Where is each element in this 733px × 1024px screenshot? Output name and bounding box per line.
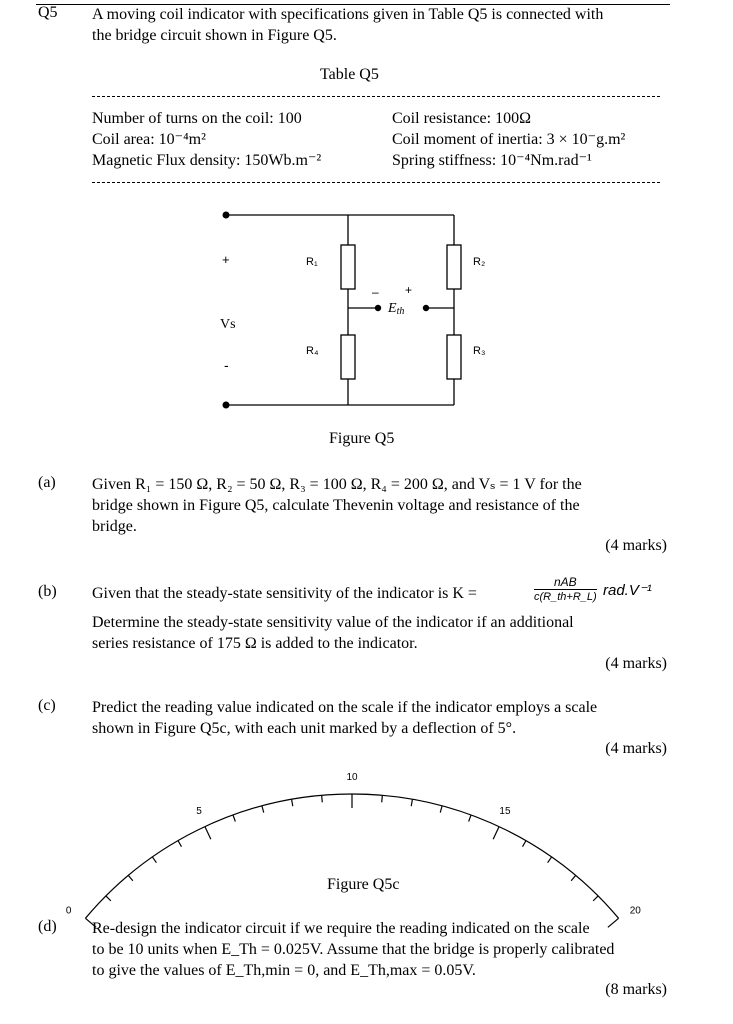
part-d-marks: (8 marks) xyxy=(605,981,667,998)
table-top-rule xyxy=(92,96,660,97)
scale-minor-tick xyxy=(262,806,264,813)
part-d-line-1: Re-design the indicator circuit if we require the reading indicated on the scale xyxy=(92,920,590,937)
scale-minor-tick xyxy=(152,857,156,863)
part-a-line-2: bridge shown in Figure Q5, calculate Thevenin voltage and resistance of the xyxy=(92,497,580,514)
r4-label: R₄ xyxy=(306,345,319,357)
vs-plus-sign: + xyxy=(222,252,230,267)
scale-minor-tick xyxy=(571,875,575,880)
r1-label: R₁ xyxy=(306,256,318,268)
scale-label-0: 0 xyxy=(65,905,72,917)
table-bottom-rule xyxy=(92,182,660,183)
scale-minor-tick xyxy=(469,815,471,822)
r2-label: R₂ xyxy=(473,256,486,268)
top-terminal xyxy=(223,212,230,219)
sensitivity-formula xyxy=(534,575,597,604)
intro-line-1: A moving coil indicator with specifications given in Table Q5 is connected with xyxy=(92,6,604,23)
part-a-line-3: bridge. xyxy=(92,518,137,535)
table-left-column xyxy=(92,108,321,171)
part-d-line-3: to give the values of E_Th,min = 0, and E_Th,max = 0.05V. xyxy=(92,962,476,979)
part-b-text xyxy=(92,612,668,654)
resistor-r3 xyxy=(447,335,461,379)
part-a-label: (a) xyxy=(38,474,56,491)
spec-area: Coil area: 10⁻⁴m² xyxy=(92,131,206,148)
scale-minor-tick xyxy=(548,857,552,863)
part-b-line-1: Given that the steady-state sensitivity of the indicator is K = xyxy=(92,585,477,602)
bridge-circuit-diagram xyxy=(200,200,500,420)
part-b-label: (b) xyxy=(38,583,57,600)
part-c-text xyxy=(92,697,668,739)
figure-q5-caption: Figure Q5 xyxy=(329,430,395,447)
r3-label: R₃ xyxy=(473,345,486,357)
scale-minor-tick xyxy=(106,896,111,901)
eth-plus-terminal xyxy=(423,305,429,311)
part-b-line-3: series resistance of 175 Ω is added to the indicator. xyxy=(92,635,418,652)
scale-minor-tick xyxy=(382,795,383,802)
scale-minor-tick xyxy=(523,841,527,847)
scale-label-20: 20 xyxy=(629,905,641,917)
part-b-line-2: Determine the steady-state sensitivity value of the indicator if an additional xyxy=(92,614,574,631)
scale-minor-tick xyxy=(292,799,293,806)
bottom-terminal xyxy=(223,402,230,409)
part-a-text xyxy=(92,474,668,537)
eth-label: Eth xyxy=(388,301,405,317)
part-d-line-2: to be 10 units when E_Th = 0.025V. Assume that the bridge is properly calibrated xyxy=(92,941,615,958)
scale-major-tick xyxy=(493,827,499,840)
scale-minor-tick xyxy=(593,896,598,901)
table-right-column xyxy=(392,108,625,171)
part-c-line-2: shown in Figure Q5c, with each unit marked by a deflection of 5°. xyxy=(92,720,517,737)
scale-label-5: 5 xyxy=(196,805,202,817)
figure-q5c-caption: Figure Q5c xyxy=(327,876,400,893)
eth-minus-terminal xyxy=(375,305,381,311)
question-intro xyxy=(92,4,668,46)
spec-resistance: Coil resistance: 100Ω xyxy=(392,110,531,127)
formula-unit: rad.V⁻¹ xyxy=(603,582,652,599)
scale-minor-tick xyxy=(233,815,235,822)
resistor-r4 xyxy=(341,335,355,379)
part-c-line-1: Predict the reading value indicated on the scale if the indicator employs a scale xyxy=(92,699,598,716)
eth-plus-label: + xyxy=(405,283,413,297)
scale-minor-tick xyxy=(411,799,412,806)
scale-arc xyxy=(85,794,618,927)
formula-numerator: nAB xyxy=(534,575,597,590)
part-c-marks: (4 marks) xyxy=(605,740,667,757)
intro-line-2: the bridge circuit shown in Figure Q5. xyxy=(92,27,337,44)
vs-label: Vs xyxy=(220,317,236,332)
part-d-text xyxy=(92,918,668,981)
scale-label-15: 15 xyxy=(499,805,511,817)
scale-minor-tick xyxy=(178,841,182,847)
eth-minus-label: – xyxy=(372,285,379,299)
part-d-label: (d) xyxy=(38,918,57,935)
spec-inertia: Coil moment of inertia: 3 × 10⁻g.m² xyxy=(392,131,626,148)
scale-minor-tick xyxy=(440,806,442,813)
part-a-marks: (4 marks) xyxy=(605,537,667,554)
table-title: Table Q5 xyxy=(320,66,379,83)
part-b-marks: (4 marks) xyxy=(605,655,667,672)
spec-flux: Magnetic Flux density: 150Wb.m⁻² xyxy=(92,152,322,169)
scale-label-10: 10 xyxy=(346,772,358,783)
part-a-line-1: Given R₁ = 150 Ω, R₂ = 50 Ω, R₃ = 100 Ω, R₄ = 200 Ω, and Vₛ = 1 V for the xyxy=(92,476,582,493)
scale-minor-tick xyxy=(322,795,323,802)
scale-minor-tick xyxy=(128,875,132,880)
scale-arc-line xyxy=(85,794,618,918)
spec-turns: Number of turns on the coil: 100 xyxy=(92,110,302,127)
scale-major-tick xyxy=(205,827,211,840)
part-c-label: (c) xyxy=(38,697,56,714)
vs-minus-sign: - xyxy=(224,357,229,373)
spec-stiffness: Spring stiffness: 10⁻⁴Nm.rad⁻¹ xyxy=(392,152,592,169)
question-number: Q5 xyxy=(38,4,58,21)
resistor-r1 xyxy=(341,245,355,289)
resistor-r2 xyxy=(447,245,461,289)
formula-denominator: c(R_th+R_L) xyxy=(534,591,597,603)
